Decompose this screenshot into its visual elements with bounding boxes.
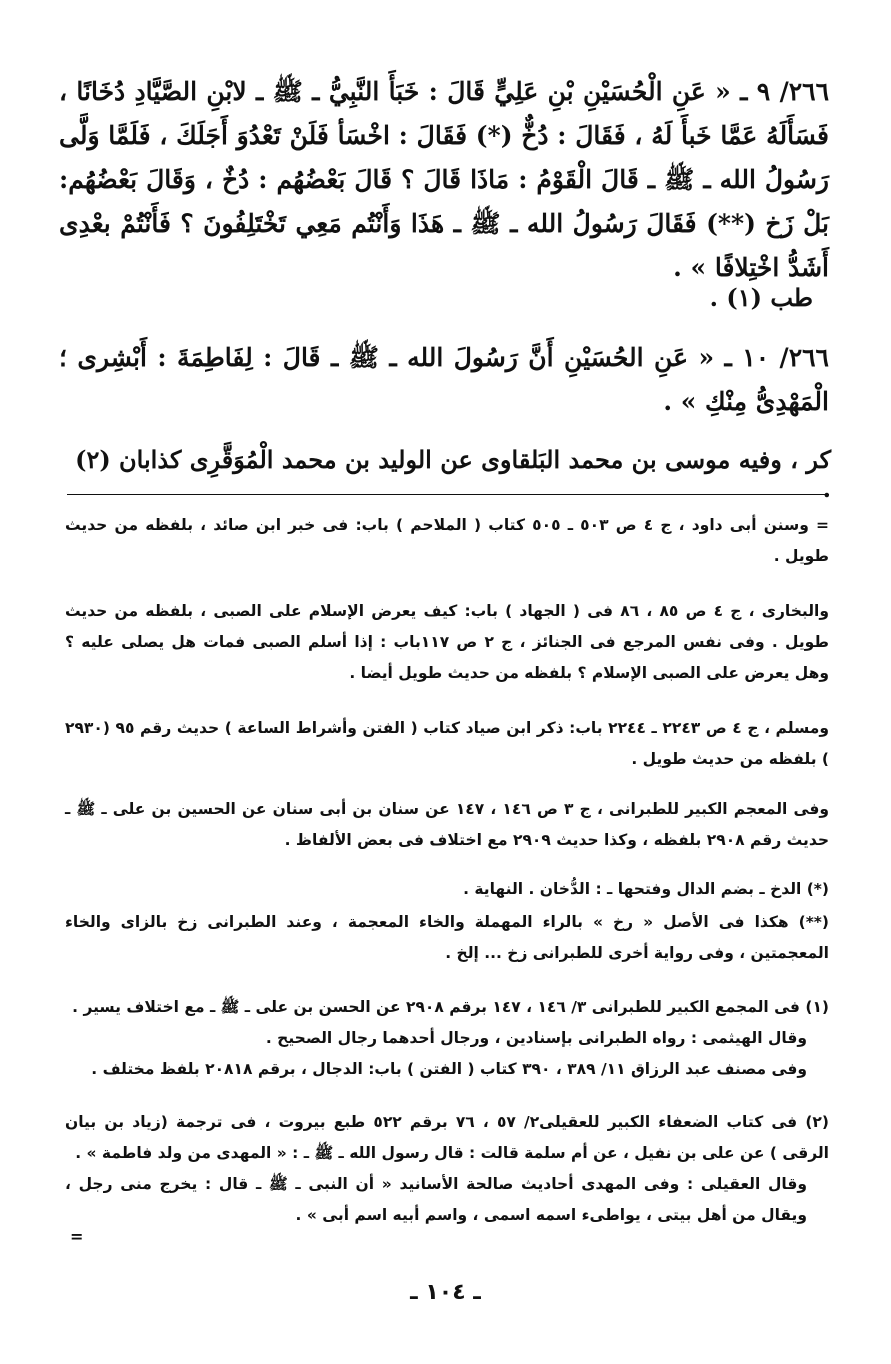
continuation-mark: = bbox=[70, 1227, 84, 1246]
footnote-double-star: (**) هكذا فى الأصل « رخ » بالراء المهملة والخاء المعجمة ، وعند الطبرانى زخ بالزاى والخاء المعجمتين ، وفى رواية أخرى للطبرانى زخ ... إلخ . bbox=[65, 913, 829, 962]
footnote-paragraph: وفى المعجم الكبير للطبرانى ، ج ٣ ص ١٤٦ ، ١٤٧ عن سنان بن أبى سنان عن الحسين بن على ـ ﷺ ـ حديث رقم ٢٩٠٨ بلفظه ، وكذا حديث ٢٩٠٩ مع اختلاف فى بعض الألفاظ . bbox=[65, 800, 829, 849]
page-number: ـ ١٠٤ ـ bbox=[410, 1280, 481, 1305]
footnote-paragraph: ومسلم ، ج ٤ ص ٢٢٤٣ ـ ٢٢٤٤ باب: ذكر ابن صياد كتاب ( الفتن وأشراط الساعة ) حديث رقم ٩٥ (٢٩٣٠ ) بلفظه من حديث طويل . bbox=[65, 719, 830, 768]
footnote-paragraph: والبخارى ، ج ٤ ص ٨٥ ، ٨٦ فى ( الجهاد ) باب: كيف يعرض الإسلام على الصبى ، بلفظه من حديث طويل . وفى نفس المرجع فى الجنائز ، ج ٢ ص ١١٧باب : إذا أسلم الصبى فمات هل يصلى عليه ؟ وهل يعرض على الصبى الإسلام ؟ بلفظه من حديث طويل أيضا . bbox=[65, 602, 829, 682]
footnote-divider bbox=[67, 494, 829, 495]
footnote-1-line: وقال الهيثمى : رواه الطبرانى بإسنادين ، ورجال أحدهما رجال الصحيح . bbox=[265, 1029, 807, 1047]
footnote-2 bbox=[65, 1107, 829, 1231]
hadith-source: طب (١) . bbox=[709, 283, 813, 312]
hadith-source: كر ، وفيه موسى بن محمد البَلقاوى عن الوليد بن محمد الْمُوَقَّرِى كذابان (٢) . bbox=[75, 445, 831, 503]
footnote-2-line: وقال العقيلى : وفى المهدى أحاديث صالحة الأسانيد « أن النبى ـ ﷺ ـ قال : يخرج منى رجل ، ويقال من أهل بيتى ، يواطىء اسمه اسمى ، واسم أبيه اسم أبى » . bbox=[65, 1175, 807, 1224]
footnote-paragraph: = وسنن أبى داود ، ج ٤ ص ٥٠٣ ـ ٥٠٥ كتاب ( الملاحم ) باب: فى خبر ابن صائد ، بلفظه من حديث طويل . bbox=[65, 516, 829, 565]
footnote-1-line: (١) فى المجمع الكبير للطبرانى ٣/ ١٤٦ ، ١٤٧ برقم ٢٩٠٨ عن الحسن بن على ـ ﷺ ـ مع اختلاف يسير . bbox=[72, 998, 829, 1016]
footnote-1 bbox=[65, 992, 829, 1085]
footnote-2-line: (٢) فى كتاب الضعفاء الكبير للعقيلى٢/ ٥٧ ، ٧٦ برقم ٥٢٢ طبع بيروت ، فى ترجمة (زياد بن بيان الرقى ) عن على بن نفيل ، عن أم سلمة قالت : قال رسول الله ـ ﷺ ـ : « المهدى من ولد فاطمة » . bbox=[65, 1113, 829, 1162]
hadith-text: ٢٦٦/ ٩ ـ « عَنِ الْحُسَيْنِ بْنِ عَلِيٍّ قَالَ : خَبَأَ النَّبِيُّ ـ ﷺ ـ لابْنِ الصَّيَّادِ دُخَانًا ، فَسَأَلَهُ عَمَّا خَبأَ لَهُ ، فَقَالَ : دُخٌّ (*) فَقَالَ : اخْسَأ فَلَنْ تَعْدُوَ أَجَلَكَ ، فَلَمَّا وَلَّى رَسُولُ الله ـ ﷺ ـ قَالَ الْقَوْمُ : مَاذَا قَالَ ؟ قَالَ بَعْضُهُم : دُخٌ ، وَقَالَ بَعْضُهُم: بَلْ زَخ (**) فَقَالَ رَسُولُ الله ـ ﷺ ـ هَذَا وَأَنْتُم مَعِي تَخْتَلِفُونَ ؟ فَأَنْتُمْ بعْدِى أَشَدُّ اخْتِلافًا » . bbox=[59, 77, 830, 282]
hadith-text: ٢٦٦/ ١٠ ـ « عَنِ الحُسَيْنِ أَنَّ رَسُولَ الله ـ ﷺ ـ قَالَ : لِفَاطِمَةَ : أَبْشِرى ؛ الْمَهْدِىُّ مِنْكِ » . bbox=[59, 343, 829, 416]
footnote-1-line: وفى مصنف عبد الرزاق ١١/ ٣٨٩ ، ٣٩٠ كتاب ( الفتن ) باب: الدجال ، برقم ٢٠٨١٨ بلفظ مختلف . bbox=[91, 1060, 807, 1078]
footnote-star: (*) الدخ ـ بضم الدال وفتحها ـ : الدُّخان . النهاية . bbox=[463, 880, 829, 898]
